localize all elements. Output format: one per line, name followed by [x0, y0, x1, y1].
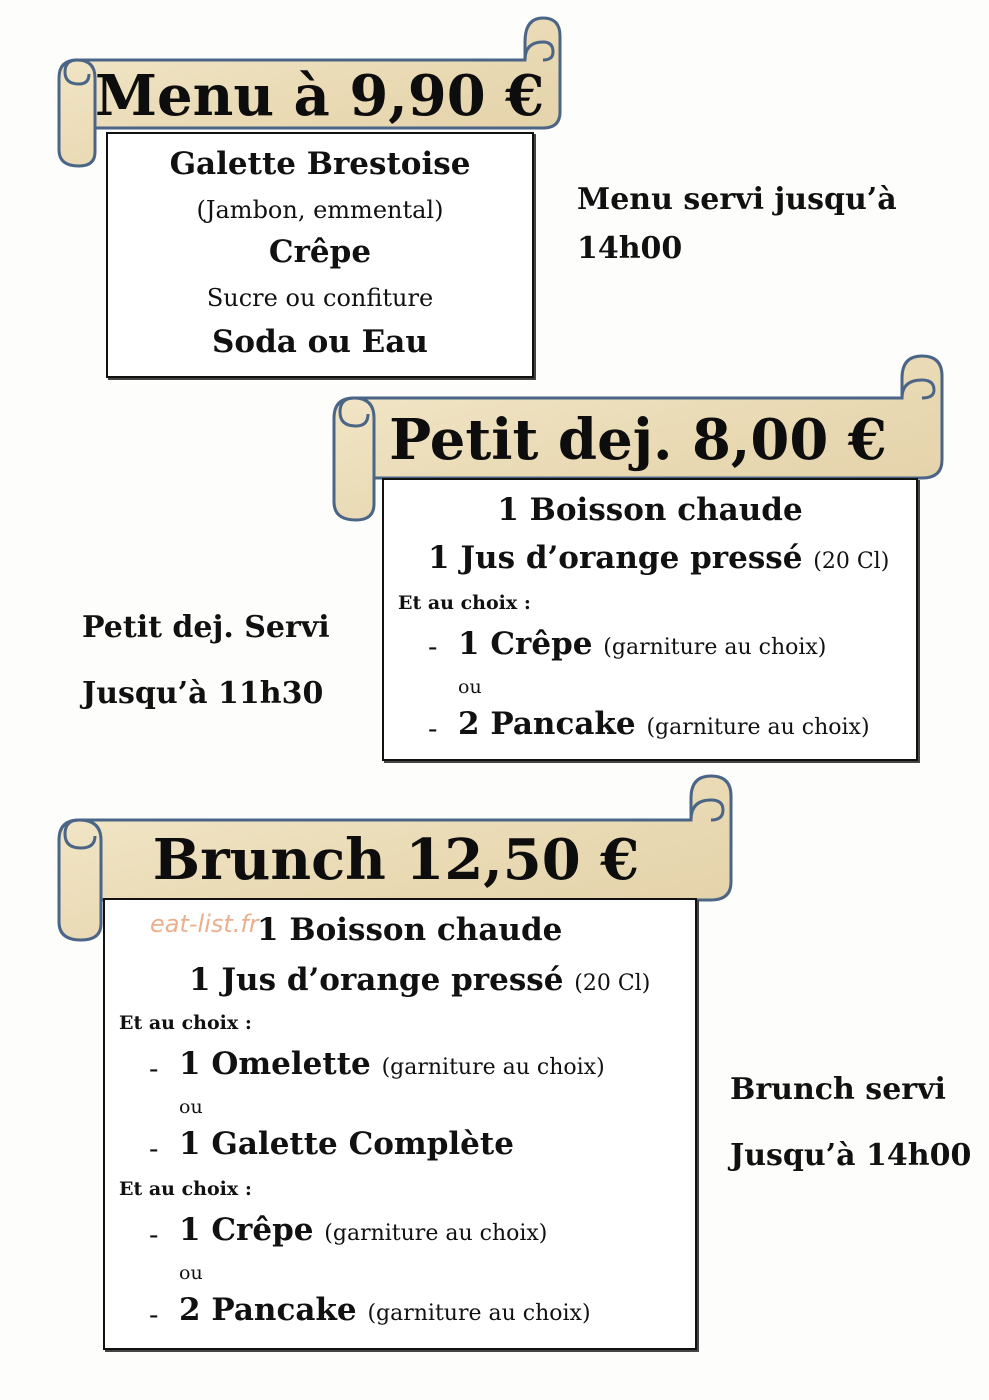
petit-dej-option1-dash: - — [428, 630, 438, 663]
brunch-juice-note: (20 Cl) — [574, 971, 651, 996]
watermark: eat-list.fr — [150, 910, 259, 938]
brunch-option4: 2 Pancake — [179, 1292, 357, 1328]
brunch-option4-note: (garniture au choix) — [367, 1301, 591, 1326]
brunch-service-line1: Brunch servi — [730, 1072, 946, 1107]
menu-item-crepe-detail: Sucre ou confiture — [206, 284, 434, 312]
brunch-option1: 1 Omelette — [179, 1046, 371, 1082]
petit-dej-drink: 1 Boisson chaude — [497, 492, 803, 528]
brunch-service-line2: Jusqu’à 14h00 — [730, 1138, 972, 1173]
petit-dej-choice-label: Et au choix : — [398, 592, 531, 614]
brunch-title: Brunch 12,50 € — [152, 827, 640, 893]
brunch-box — [103, 898, 697, 1350]
brunch-option3: 1 Crêpe — [179, 1212, 314, 1248]
brunch-drink: 1 Boisson chaude — [257, 912, 563, 948]
brunch-option3-dash: - — [149, 1218, 159, 1251]
petit-dej-option2: 2 Pancake — [458, 706, 636, 742]
menu-item-crepe: Crêpe — [268, 234, 372, 270]
brunch-option1-dash: - — [149, 1052, 159, 1085]
brunch-option2-dash: - — [149, 1132, 159, 1165]
petit-dej-title: Petit dej. 8,00 € — [389, 407, 887, 473]
brunch-option4-line — [179, 1292, 591, 1328]
petit-dej-option2-dash: - — [428, 712, 438, 745]
petit-dej-option2-note: (garniture au choix) — [646, 715, 870, 740]
petit-dej-juice-line — [428, 540, 889, 576]
petit-dej-box — [382, 478, 918, 761]
brunch-choice-label-1: Et au choix : — [119, 1012, 252, 1034]
brunch-juice: 1 Jus d’orange pressé — [189, 962, 564, 998]
brunch-or-2: ou — [179, 1262, 203, 1284]
petit-dej-juice-note: (20 Cl) — [813, 549, 890, 574]
brunch-option1-line — [179, 1046, 605, 1082]
menu-service-line2: 14h00 — [577, 231, 683, 266]
petit-dej-option1-line — [458, 626, 826, 662]
menu-title: Menu à 9,90 € — [95, 63, 545, 129]
brunch-juice-line — [189, 962, 650, 998]
petit-dej-option2-line — [458, 706, 870, 742]
menu-item-galette: Galette Brestoise — [169, 146, 471, 182]
petit-dej-service-line1: Petit dej. Servi — [82, 610, 330, 645]
menu-service-line1: Menu servi jusqu’à — [577, 182, 897, 217]
brunch-option2: 1 Galette Complète — [179, 1126, 514, 1162]
petit-dej-service-line2: Jusqu’à 11h30 — [82, 676, 324, 711]
menu-box — [106, 132, 534, 378]
brunch-option4-dash: - — [149, 1298, 159, 1331]
petit-dej-or: ou — [458, 676, 482, 698]
menu-item-drink: Soda ou Eau — [212, 324, 428, 360]
brunch-option3-note: (garniture au choix) — [324, 1221, 548, 1246]
brunch-or-1: ou — [179, 1096, 203, 1118]
petit-dej-option1: 1 Crêpe — [458, 626, 593, 662]
brunch-option3-line — [179, 1212, 547, 1248]
menu-item-galette-detail: (Jambon, emmental) — [196, 196, 444, 224]
petit-dej-option1-note: (garniture au choix) — [603, 635, 827, 660]
brunch-option1-note: (garniture au choix) — [381, 1055, 605, 1080]
petit-dej-juice: 1 Jus d’orange pressé — [428, 540, 803, 576]
brunch-choice-label-2: Et au choix : — [119, 1178, 252, 1200]
